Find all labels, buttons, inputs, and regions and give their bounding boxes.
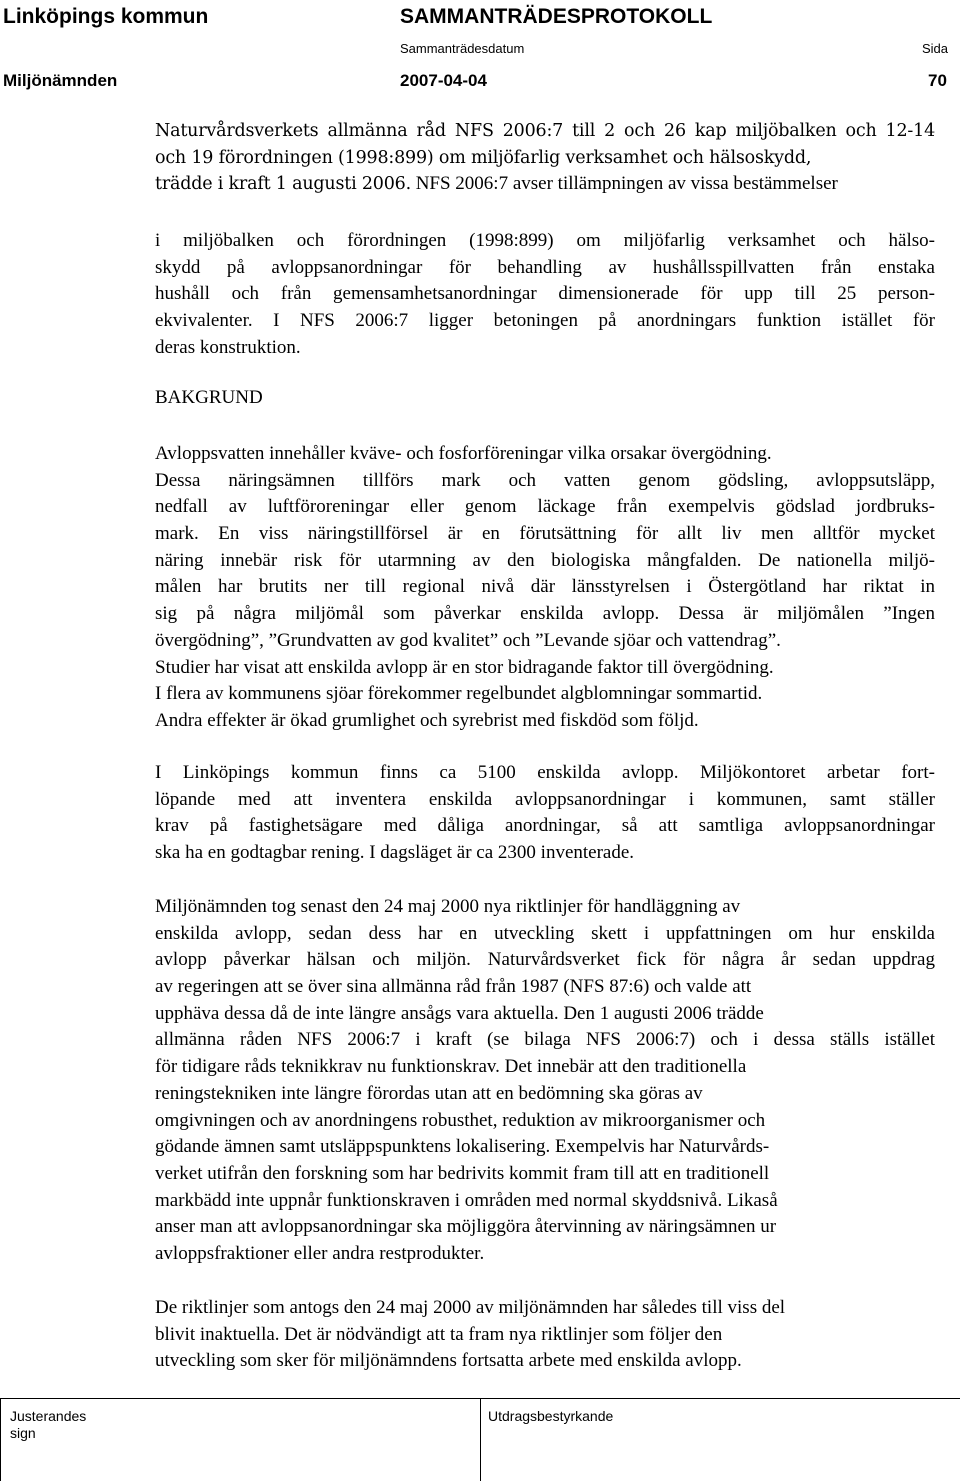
paragraph-line: ska ha en godtagbar rening. I dagsläget är ca 2300 inventerade. [155, 842, 635, 864]
footer-divider [0, 1398, 1, 1481]
paragraph-line: löpande med att inventera enskilda avloppsanordningar i kommunen, samt ställer [155, 788, 935, 810]
paragraph-line: enskilda avlopp, sedan dess har en utveckling skett i uppfattningen om hur enskilda [155, 922, 935, 944]
page-label: Sida [922, 41, 949, 56]
paragraph-line: mark. En viss näringstillförsel är en förutsättning för allt liv men alltför mycket [155, 523, 935, 545]
intro-continuation: NFS 2006:7 avser tillämpningen av vissa bestämmelser [415, 173, 838, 195]
paragraph-line: blivit inaktuella. Det är nödvändigt att ta fram nya riktlinjer som följer den [155, 1323, 723, 1345]
sign-label: sign [10, 1425, 36, 1441]
paragraph-line: utveckling som sker för miljönämndens fortsatta arbete med enskilda avlopp. [155, 1350, 742, 1372]
paragraph-background [155, 441, 935, 735]
paragraph-line: Avloppsvatten innehåller kväve- och fosforföreningar vilka orsakar övergödning. [155, 443, 772, 464]
paragraph-line: Studier har visat att enskilda avlopp är en stor bidragande faktor till övergödning. [155, 656, 774, 678]
paragraph-line: gödande ämnen samt utsläppspunktens lokalisering. Exempelvis har Naturvårds- [155, 1136, 770, 1158]
document-type: SAMMANTRÄDESPROTOKOLL [400, 5, 713, 28]
intro-line: Naturvårdsverkets allmänna råd NFS 2006:7 till 2 och 26 kap miljöbalken och 12-14 [155, 121, 935, 141]
paragraph-line: krav på fastighetsägare med dåliga anordningar, så att samtliga avloppsanordningar [155, 815, 935, 837]
paragraph-municipality [155, 760, 935, 867]
paragraph-line: markbädd inte uppnår funktionskraven i områden med normal skyddsnivå. Likaså [155, 1189, 778, 1211]
paragraph-line: för tidigare råds teknikkrav nu funktionskrav. Det innebär att den traditionella [155, 1056, 747, 1078]
justerandes-label: Justerandes [10, 1408, 87, 1424]
paragraph-line: nedfall av luftföroreningar eller genom läckage från exempelvis gödslad jordbruks- [155, 496, 935, 518]
date-label: Sammanträdesdatum [400, 41, 525, 56]
paragraph-line: avloppsfraktioner eller andra restprodukter. [155, 1242, 485, 1264]
footer-divider [480, 1398, 481, 1481]
paragraph-line: upphäva dessa då de inte längre ansågs vara aktuella. Den 1 augusti 2006 trädde [155, 1002, 764, 1024]
paragraph-line: övergödning”, ”Grundvatten av god kvalitet” och ”Levande sjöar och vattendrag”. [155, 629, 781, 651]
paragraph-line: allmänna råden NFS 2006:7 i kraft (se bilaga NFS 2006:7) och i dessa ställs istället [155, 1029, 935, 1051]
paragraph-line: avlopp påverkar hälsan och miljön. Naturvårdsverket fick för några år sedan uppdrag [155, 949, 935, 971]
committee-name: Miljönämnden [3, 71, 118, 90]
paragraph-line: Andra effekter är ökad grumlighet och syrebrist med fiskdöd som följd. [155, 709, 699, 731]
paragraph-guidelines [155, 894, 935, 1268]
paragraph-line: I flera av kommunens sjöar förekommer regelbundet algblomningar sommartid. [155, 683, 763, 705]
justerandes-sign-label [10, 1408, 86, 1442]
paragraph-line: Dessa näringsämnen tillförs mark och vatten genom gödsling, avloppsutsläpp, [155, 469, 935, 491]
paragraph-line: målen har brutits ner till regional nivå där länsstyrelsen i Östergötland har riktat in [155, 576, 935, 598]
paragraph-line: De riktlinjer som antogs den 24 maj 2000 av miljönämnden har således till viss del [155, 1297, 786, 1318]
heading-bakgrund: BAKGRUND [155, 387, 263, 408]
paragraph-line: ekvivalenter. I NFS 2006:7 ligger betoningen på anordningars funktion istället för [155, 310, 935, 332]
paragraph-line: verket utifrån den forskning som har bedrivits kommit fram till att en traditionell [155, 1162, 770, 1184]
paragraph-line: reningstekniken inte längre förordas utan att en bedömning ska göras av [155, 1082, 703, 1104]
section-heading [155, 385, 935, 412]
paragraph-line: Miljönämnden tog senast den 24 maj 2000 nya riktlinjer för handläggning av [155, 896, 741, 917]
paragraph-line: omgivningen och av anordningens robusthet, reduktion av mikroorganismer och [155, 1109, 766, 1131]
paragraph-line: deras konstruktion. [155, 336, 301, 358]
intro-line: och 19 förordningen (1998:899) om miljöfarlig verksamhet och hälsoskydd, [155, 147, 812, 168]
paragraph-line: I Linköpings kommun finns ca 5100 enskilda avlopp. Miljökontoret arbetar fort- [155, 762, 935, 783]
paragraph-line: hushåll och från gemensamhetsanordningar dimensionerade för upp till 25 person- [155, 283, 935, 305]
paragraph-line: i miljöbalken och förordningen (1998:899) om miljöfarlig verksamhet och hälso- [155, 230, 935, 251]
intro-block [155, 118, 935, 198]
paragraph-line: av regeringen att se över sina allmänna råd från 1987 (NFS 87:6) och valde att [155, 976, 752, 998]
paragraph-line: anser man att avloppsanordningar ska möjliggöra återvinning av näringsämnen ur [155, 1216, 777, 1238]
paragraph-conclusion [155, 1295, 935, 1375]
intro-line-serif: trädde i kraft 1 augusti 2006. [155, 174, 411, 195]
page-number: 70 [928, 71, 947, 90]
paragraph-scope [155, 228, 935, 361]
intro-line-last [155, 171, 935, 198]
paragraph-line: sig på några miljömål som påverkar enskilda avlopp. Dessa är miljömålen ”Ingen [155, 603, 935, 625]
meeting-date: 2007-04-04 [400, 71, 487, 90]
utdragsbestyrkande-label: Utdragsbestyrkande [488, 1408, 614, 1424]
paragraph-line: skydd på avloppsanordningar för behandling av hushållsspillvatten från enstaka [155, 256, 935, 278]
organization-name: Linköpings kommun [3, 5, 209, 28]
paragraph-line: näring innebär risk för utarmning av den biologiska mångfalden. De nationella miljö- [155, 549, 935, 571]
